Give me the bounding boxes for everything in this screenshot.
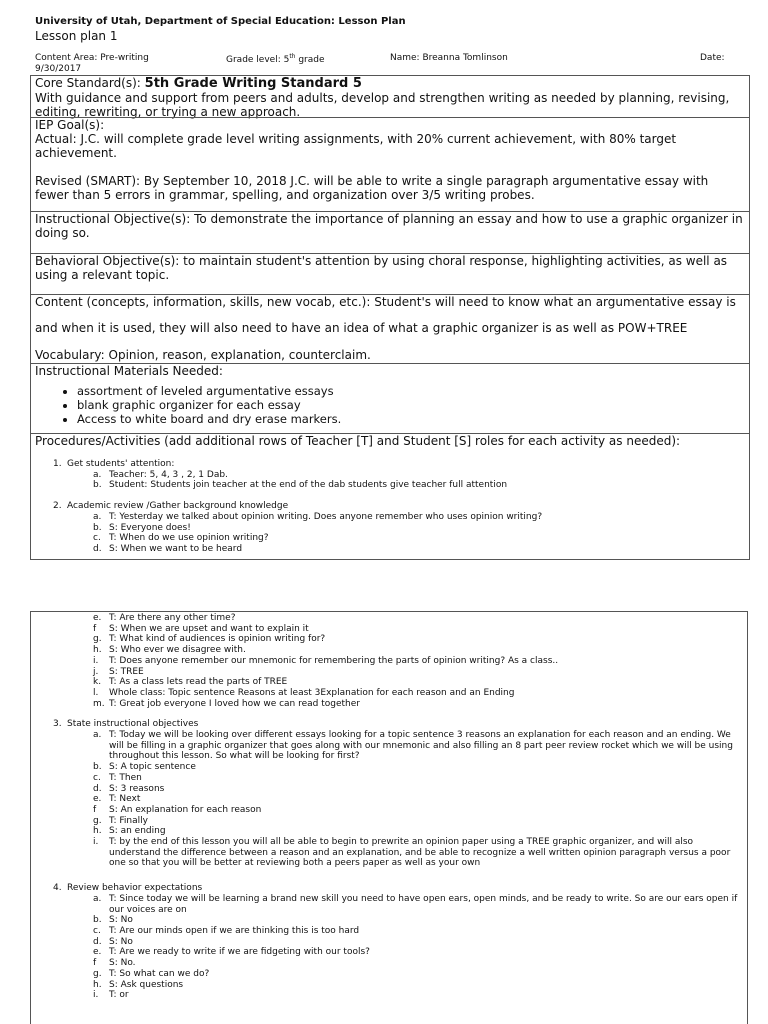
materials-row: Instructional Materials Needed: • assortment of leveled argumentative essays • blank graphic organizer for each essay • Access to white board and dry erase markers. (31, 363, 749, 433)
core-standard-text: With guidance and support from peers and adults, develop and strengthen writing as needed by planning, revising, editing, rewriting, or trying a new approach. (35, 91, 730, 119)
step-heading: 2. Academic review /Gather background knowledge (53, 501, 289, 512)
list-item: d. S: No (93, 936, 133, 947)
list-item: • blank graphic organizer for each essay (77, 398, 745, 412)
list-item: h. S: Ask questions (93, 979, 184, 990)
university-heading: University of Utah, Department of Special Education: Lesson Plan (35, 16, 406, 27)
list-item: b. Student: Students join teacher at the end of the dab students give teacher full attention (93, 480, 508, 491)
step-heading: 3. State instructional objectives (53, 719, 199, 730)
list-item: g. T: Finally (93, 815, 148, 826)
list-item: a. T: Since today we will be learning a brand new skill you need to have open ears, open minds, and be ready to write. So are our ears open if our voices are on (93, 893, 738, 915)
date-value: 9/30/2017 (35, 64, 82, 74)
list-item: f S: An explanation for each reason (93, 804, 262, 815)
lesson-table (30, 75, 750, 560)
list-item: c. T: When do we use opinion writing? (93, 533, 269, 544)
list-item: a. T: Yesterday we talked about opinion writing. Does anyone remember who uses opinion writing? (93, 511, 543, 522)
list-item: i. T: by the end of this lesson you will all be able to begin to prewrite an opinion paper using a TREE graphic organizer, and will also understand the difference between a reason and an explanation, and be able to recognize a well written opinion paragraph versus a poor one so that you will be better at reviewing both a peers paper as well as your own (93, 837, 731, 869)
list-item: m. T: Great job everyone I loved how we can read together (93, 698, 360, 709)
list-item: • Access to white board and dry erase markers. (77, 412, 745, 426)
list-item: g. T: What kind of audiences is opinion writing for? (93, 634, 326, 645)
list-item: b. S: Everyone does! (93, 522, 191, 533)
list-item: k. T: As a class lets read the parts of TREE (93, 677, 288, 688)
list-item: • assortment of leveled argumentative essays (77, 384, 745, 398)
behavioral-objective-row: Behavioral Objective(s): to maintain student's attention by using choral response, highlighting activities, as well as using a relevant topic. (31, 253, 749, 294)
list-item: e. T: Next (93, 794, 141, 805)
list-item: e. T: Are there any other time? (93, 613, 236, 623)
list-item: l. Whole class: Topic sentence Reasons at least 3Explanation for each reason and an Ending (93, 687, 515, 698)
list-item: d. S: 3 reasons (93, 783, 165, 794)
list-item: b. S: No (93, 915, 133, 926)
list-item: j. S: TREE (93, 666, 144, 677)
list-item: i. T: Does anyone remember our mnemonic for remembering the parts of opinion writing? As a class.. (93, 655, 559, 666)
list-item: f S: No. (93, 958, 136, 969)
procedures-continued (30, 611, 748, 1024)
list-item: d. S: When we want to be heard (93, 543, 243, 554)
step-heading: 4. Review behavior expectations (53, 883, 203, 894)
iep-revised: Revised (SMART): By September 10, 2018 J.C. will be able to write a single paragraph argumentative essay with fewer than 5 errors in grammar, spelling, and organization over 3/5 writing probes. (35, 174, 709, 202)
list-item: a. T: Today we will be looking over different essays looking for a topic sentence 3 reasons an explanation for each reason and an ending. We will be filling in a graphic organizer that goes along with our mnemonic and also filling an 8 part peer review rocket which we will be using throughout this lesson. So what will be looking for first? (93, 730, 733, 762)
lesson-title: Lesson plan 1 (35, 29, 118, 43)
core-standard-row: Core Standard(s): 5th Grade Writing Standard 5 With guidance and support from peers and adults, develop and strengthen writing as needed by planning, revising, editing, rewriting, or trying a new approach. (31, 75, 749, 117)
iep-actual: Actual: J.C. will complete grade level writing assignments, with 20% current achievement, with 80% target achievement. (35, 132, 677, 160)
list-item: c. T: Are our minds open if we are thinking this is too hard (93, 925, 360, 936)
list-item: e. T: Are we ready to write if we are fidgeting with our tools? (93, 947, 370, 958)
procedures-row: Procedures/Activities (add additional rows of Teacher [T] and Student [S] roles for each activity as needed): 1. Get students' attention: a. Teacher: 5, 4, 3 , 2, 1 Dab. b. Student: Students join teacher at the end of the dab students give teacher full attention 2. Academic review /Gather background knowledge a. T: Yesterday we talked about opinion writing. Does anyone remember who uses opinion writing? b. S: Everyone does! c. T: When do we use opinion writing? d. S: When we want to be heard (31, 433, 749, 560)
content-area: Content Area: Pre-writing (35, 53, 149, 63)
list-item: c. T: Then (93, 772, 142, 783)
grade-level: Grade level: 5th grade (226, 53, 325, 65)
list-item: f S: When we are upset and want to explain it (93, 623, 309, 634)
instructional-objective-row: Instructional Objective(s): To demonstrate the importance of planning an essay and how to use a graphic organizer in doing so. (31, 211, 749, 253)
list-item: h. S: an ending (93, 826, 166, 837)
date-label: Date: (700, 53, 725, 63)
list-item: a. Teacher: 5, 4, 3 , 2, 1 Dab. (93, 469, 228, 480)
author-name: Name: Breanna Tomlinson (390, 53, 508, 63)
vocabulary: Vocabulary: Opinion, reason, explanation, counterclaim. (35, 348, 371, 362)
iep-goal-row: IEP Goal(s): Actual: J.C. will complete grade level writing assignments, with 20% current achievement, with 80% target achievement. Revised (SMART): By September 10, 2018 J.C. will be able to write a single paragraph argumentative essay with fewer than 5 errors in grammar, spelling, and organization over 3/5 writing probes. (31, 117, 749, 211)
list-item: h. S: Who ever we disagree with. (93, 645, 246, 656)
page-two (0, 611, 768, 1024)
list-item: i. T: or (93, 990, 129, 1001)
core-standard-title: 5th Grade Writing Standard 5 (144, 76, 362, 91)
content-row: Content (concepts, information, skills, new vocab, etc.): Student's will need to know what an argumentative essay is and when it is used, they will also need to have an idea of what a graphic organizer is as well as POW+TREE Vocabulary: Opinion, reason, explanation, counterclaim. (31, 294, 749, 363)
step-heading: 1. Get students' attention: (53, 459, 175, 469)
list-item: g. T: So what can we do? (93, 968, 210, 979)
materials-list (35, 384, 745, 426)
list-item: b. S: A topic sentence (93, 762, 196, 773)
